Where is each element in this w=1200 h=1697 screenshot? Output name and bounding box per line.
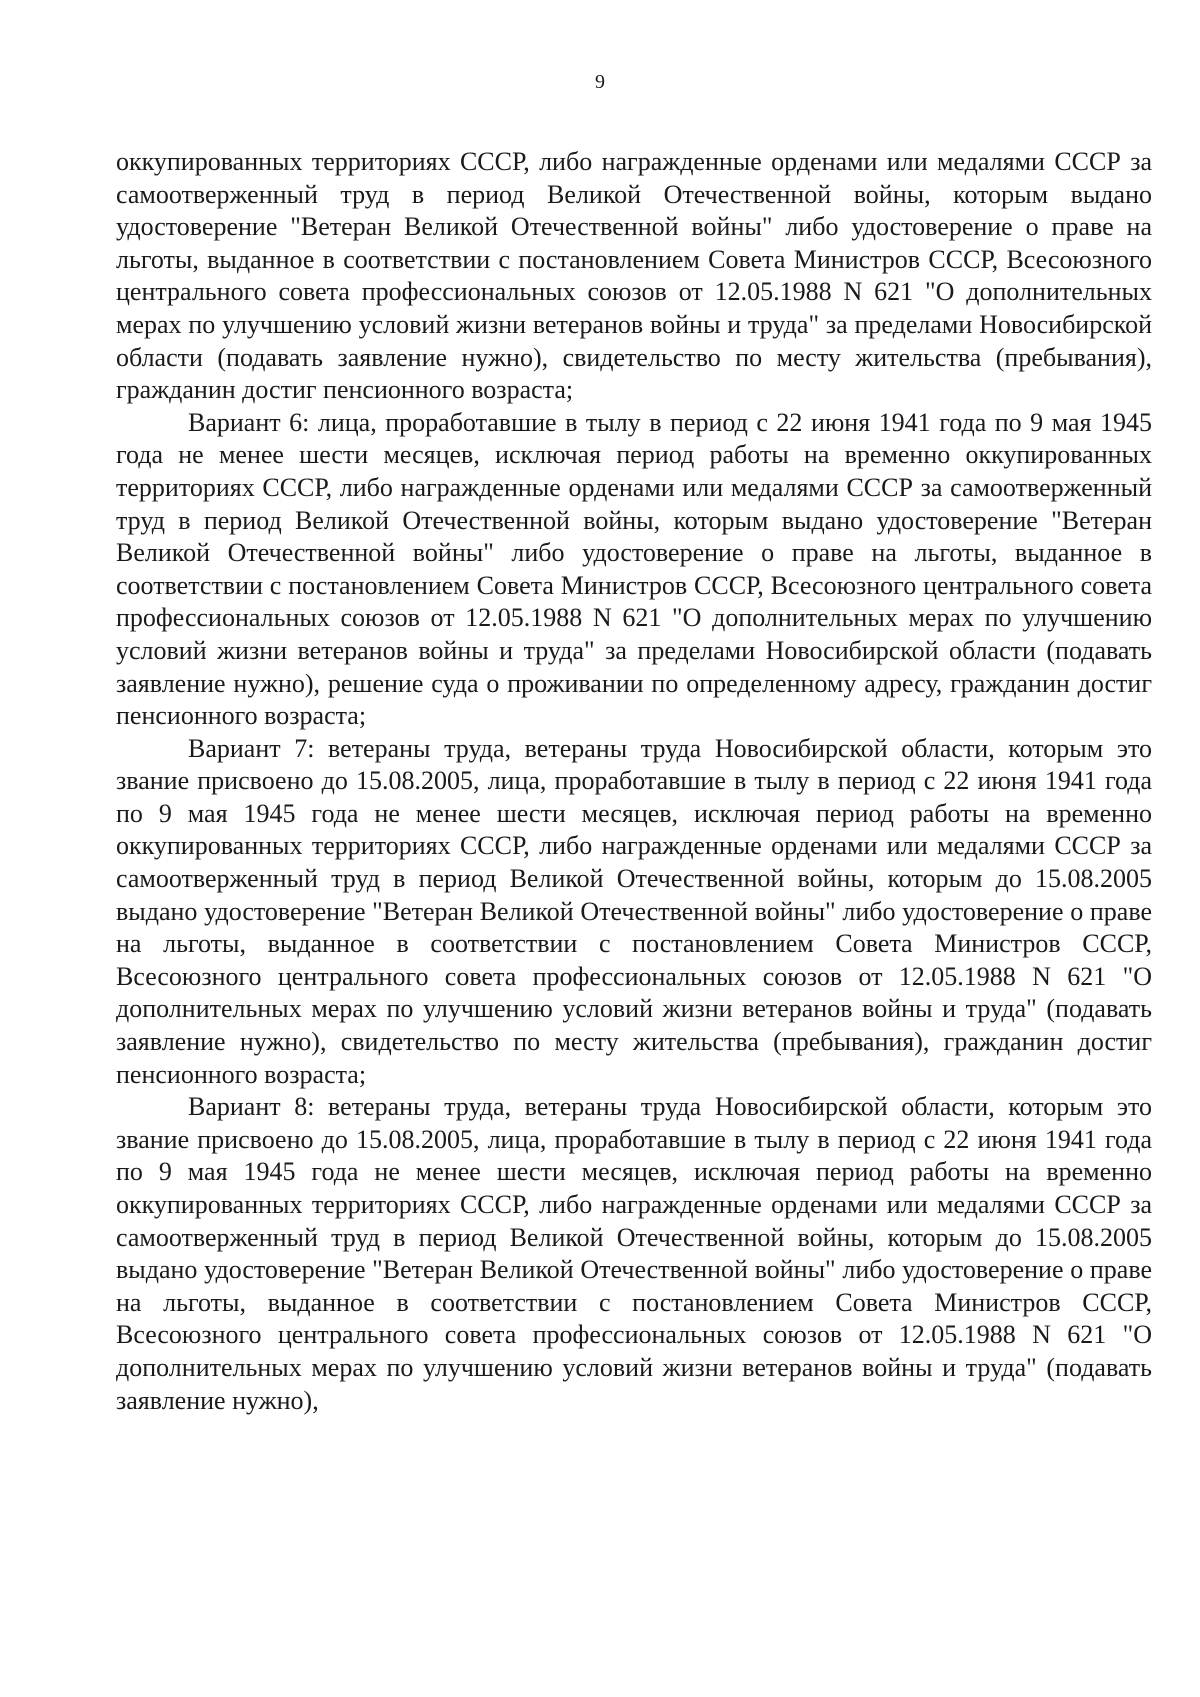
paragraph-variant-7: Вариант 7: ветераны труда, ветераны труда Новосибирской области, которым это звание присвоено до 15.08.2005, лица, проработавшие в тылу в период с 22 июня 1941 года по 9 мая 1945 года не менее шести месяцев, исключая период работы на временно оккупированных территориях СССР, либо награжденные орденами или медалями СССР за самоотверженный труд в период Великой Отечественной войны, которым до 15.08.2005 выдано удостоверение "Ветеран Великой Отечественной войны" либо удостоверение о праве на льготы, выданное в соответствии с постановлением Совета Министров СССР, Всесоюзного центрального совета профессиональных союзов от 12.05.1988 N 621 "О дополнительных мерах по улучшению условий жизни ветеранов войны и труда" (подавать заявление нужно), свидетельство по месту жительства (пребывания), гражданин достиг пенсионного возраста; bbox=[116, 733, 1152, 1089]
document-body bbox=[116, 146, 1152, 1417]
page-number: 9 bbox=[595, 71, 605, 93]
paragraph-variant-6: Вариант 6: лица, проработавшие в тылу в период с 22 июня 1941 года по 9 мая 1945 года не менее шести месяцев, исключая период работы на временно оккупированных территориях СССР, либо награжденные орденами или медалями СССР за самоотверженный труд в период Великой Отечественной войны, которым выдано удостоверение "Ветеран Великой Отечественной войны" либо удостоверение о праве на льготы, выданное в соответствии с постановлением Совета Министров СССР, Всесоюзного центрального совета профессиональных союзов от 12.05.1988 N 621 "О дополнительных мерах по улучшению условий жизни ветеранов войны и труда" за пределами Новосибирской области (подавать заявление нужно), решение суда о проживании по определенному адресу, гражданин достиг пенсионного возраста; bbox=[116, 407, 1152, 731]
paragraph-variant-8: Вариант 8: ветераны труда, ветераны труда Новосибирской области, которым это звание присвоено до 15.08.2005, лица, проработавшие в тылу в период с 22 июня 1941 года по 9 мая 1945 года не менее шести месяцев, исключая период работы на временно оккупированных территориях СССР, либо награжденные орденами или медалями СССР за самоотверженный труд в период Великой Отечественной войны, которым до 15.08.2005 выдано удостоверение "Ветеран Великой Отечественной войны" либо удостоверение о праве на льготы, выданное в соответствии с постановлением Совета Министров СССР, Всесоюзного центрального совета профессиональных союзов от 12.05.1988 N 621 "О дополнительных мерах по улучшению условий жизни ветеранов войны и труда" (подавать заявление нужно), bbox=[116, 1092, 1152, 1415]
paragraph-continuation: оккупированных территориях СССР, либо награжденные орденами или медалями СССР за самоотверженный труд в период Великой Отечественной войны, которым выдано удостоверение "Ветеран Великой Отечественной войны" либо удостоверение о праве на льготы, выданное в соответствии с постановлением Совета Министров СССР, Всесоюзного центрального совета профессиональных союзов от 12.05.1988 N 621 "О дополнительных мерах по улучшению условий жизни ветеранов войны и труда" за пределами Новосибирской области (подавать заявление нужно), свидетельство по месту жительства (пребывания), гражданин достиг пенсионного возраста; bbox=[116, 147, 1152, 405]
